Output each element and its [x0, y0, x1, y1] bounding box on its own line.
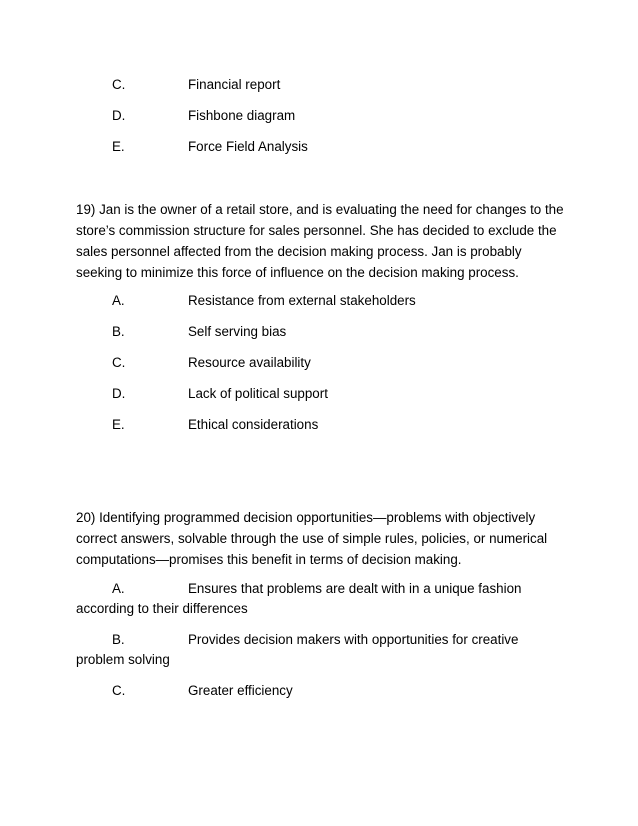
question-stem-line: seeking to minimize this force of influence on the decision making process. — [76, 265, 519, 280]
option-text: Financial report — [188, 77, 281, 92]
option-text-continuation: problem solving — [76, 652, 170, 667]
option-text: Ethical considerations — [188, 417, 319, 432]
option-text: Resistance from external stakeholders — [188, 293, 416, 308]
option-text: Lack of political support — [188, 386, 328, 401]
option-letter: C. — [112, 683, 126, 698]
option-text: Provides decision makers with opportunities for creative — [188, 632, 519, 647]
option-text: Resource availability — [188, 355, 311, 370]
option-letter: A. — [112, 581, 125, 596]
question-stem-line: store’s commission structure for sales personnel. She has decided to exclude the — [76, 223, 557, 238]
question-stem-line: correct answers, solvable through the use of simple rules, policies, or numerical — [76, 531, 548, 546]
option-text: Greater efficiency — [188, 683, 293, 698]
option-text-continuation: according to their differences — [76, 601, 248, 616]
option-text: Ensures that problems are dealt with in a unique fashion — [188, 581, 522, 596]
option-text: Fishbone diagram — [188, 108, 296, 123]
option-letter: E. — [112, 417, 125, 432]
question-stem-line: computations—promises this benefit in terms of decision making. — [76, 552, 462, 567]
option-letter: D. — [112, 108, 126, 123]
question-stem-line: sales personnel affected from the decision making process. Jan is probably — [76, 244, 522, 259]
option-letter: C. — [112, 355, 126, 370]
option-letter: A. — [112, 293, 125, 308]
question-stem-line: 19) Jan is the owner of a retail store, and is evaluating the need for changes to the — [76, 202, 564, 217]
option-letter: D. — [112, 386, 126, 401]
option-letter: B. — [112, 632, 125, 647]
option-text: Force Field Analysis — [188, 139, 308, 154]
option-letter: E. — [112, 139, 125, 154]
option-letter: B. — [112, 324, 125, 339]
question-stem-line: 20) Identifying programmed decision opportunities—problems with objectively — [76, 510, 536, 525]
option-letter: C. — [112, 77, 126, 92]
option-text: Self serving bias — [188, 324, 287, 339]
